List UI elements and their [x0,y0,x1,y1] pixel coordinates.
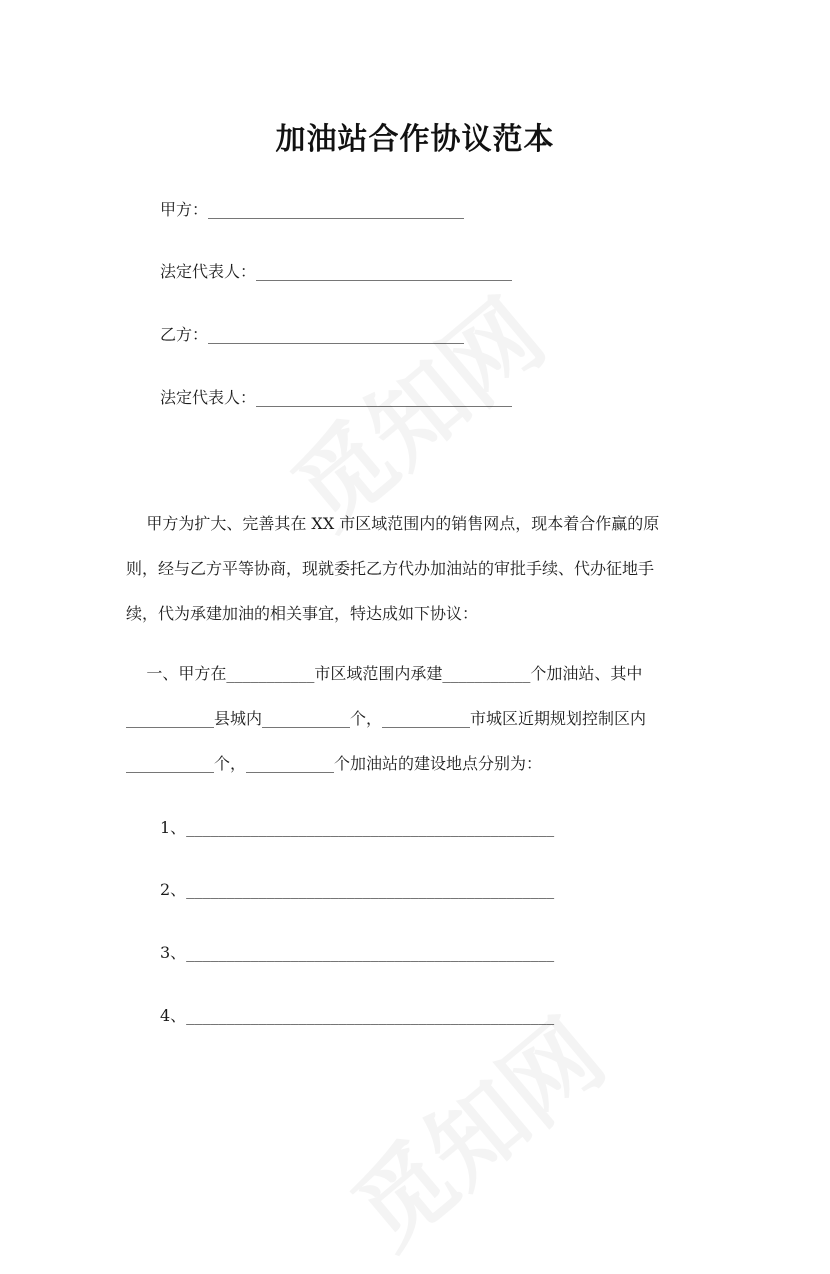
party-b-line [160,323,464,347]
party-b-label: 乙方： [160,325,209,344]
party-a-blank: ________________________________ [208,200,465,219]
location-item-2: 2、______________________________________________ [160,880,555,899]
party-b-rep-blank: ________________________________ [256,388,513,407]
party-a-label: 甲方： [160,200,209,219]
party-a-rep-label: 法定代表人： [160,262,257,281]
party-a-rep-blank: ________________________________ [256,262,513,281]
intro-line-3: 续，代为承建加油的相关事宜，特达成如下协议： [126,604,479,623]
document-title: 加油站合作协议范本 [275,122,555,157]
clause1-line-1: 一、甲方在___________市区域范围内承建___________个加油站、其中 [126,664,643,683]
clause1-line-3: ___________个，___________个加油站的建设地点分别为： [126,754,543,773]
location-item-4: 4、______________________________________________ [160,1006,555,1025]
intro-line-1: 甲方为扩大、完善其在 XX 市区域范围内的销售网点，现本着合作赢的原 [126,514,660,533]
clause1-line-2: ___________县城内___________个，___________市城区近期规划控制区内 [126,709,647,728]
party-b-rep-line [160,386,512,410]
party-a-rep-line [160,260,512,284]
location-item-1: 1、______________________________________________ [160,818,555,837]
intro-line-2: 则，经与乙方平等协商，现就委托乙方代办加油站的审批手续、代办征地手 [126,559,655,578]
location-item-3: 3、______________________________________________ [160,943,555,962]
party-b-blank: ________________________________ [208,325,465,344]
party-b-rep-label: 法定代表人： [160,388,257,407]
party-a-line [160,198,464,222]
